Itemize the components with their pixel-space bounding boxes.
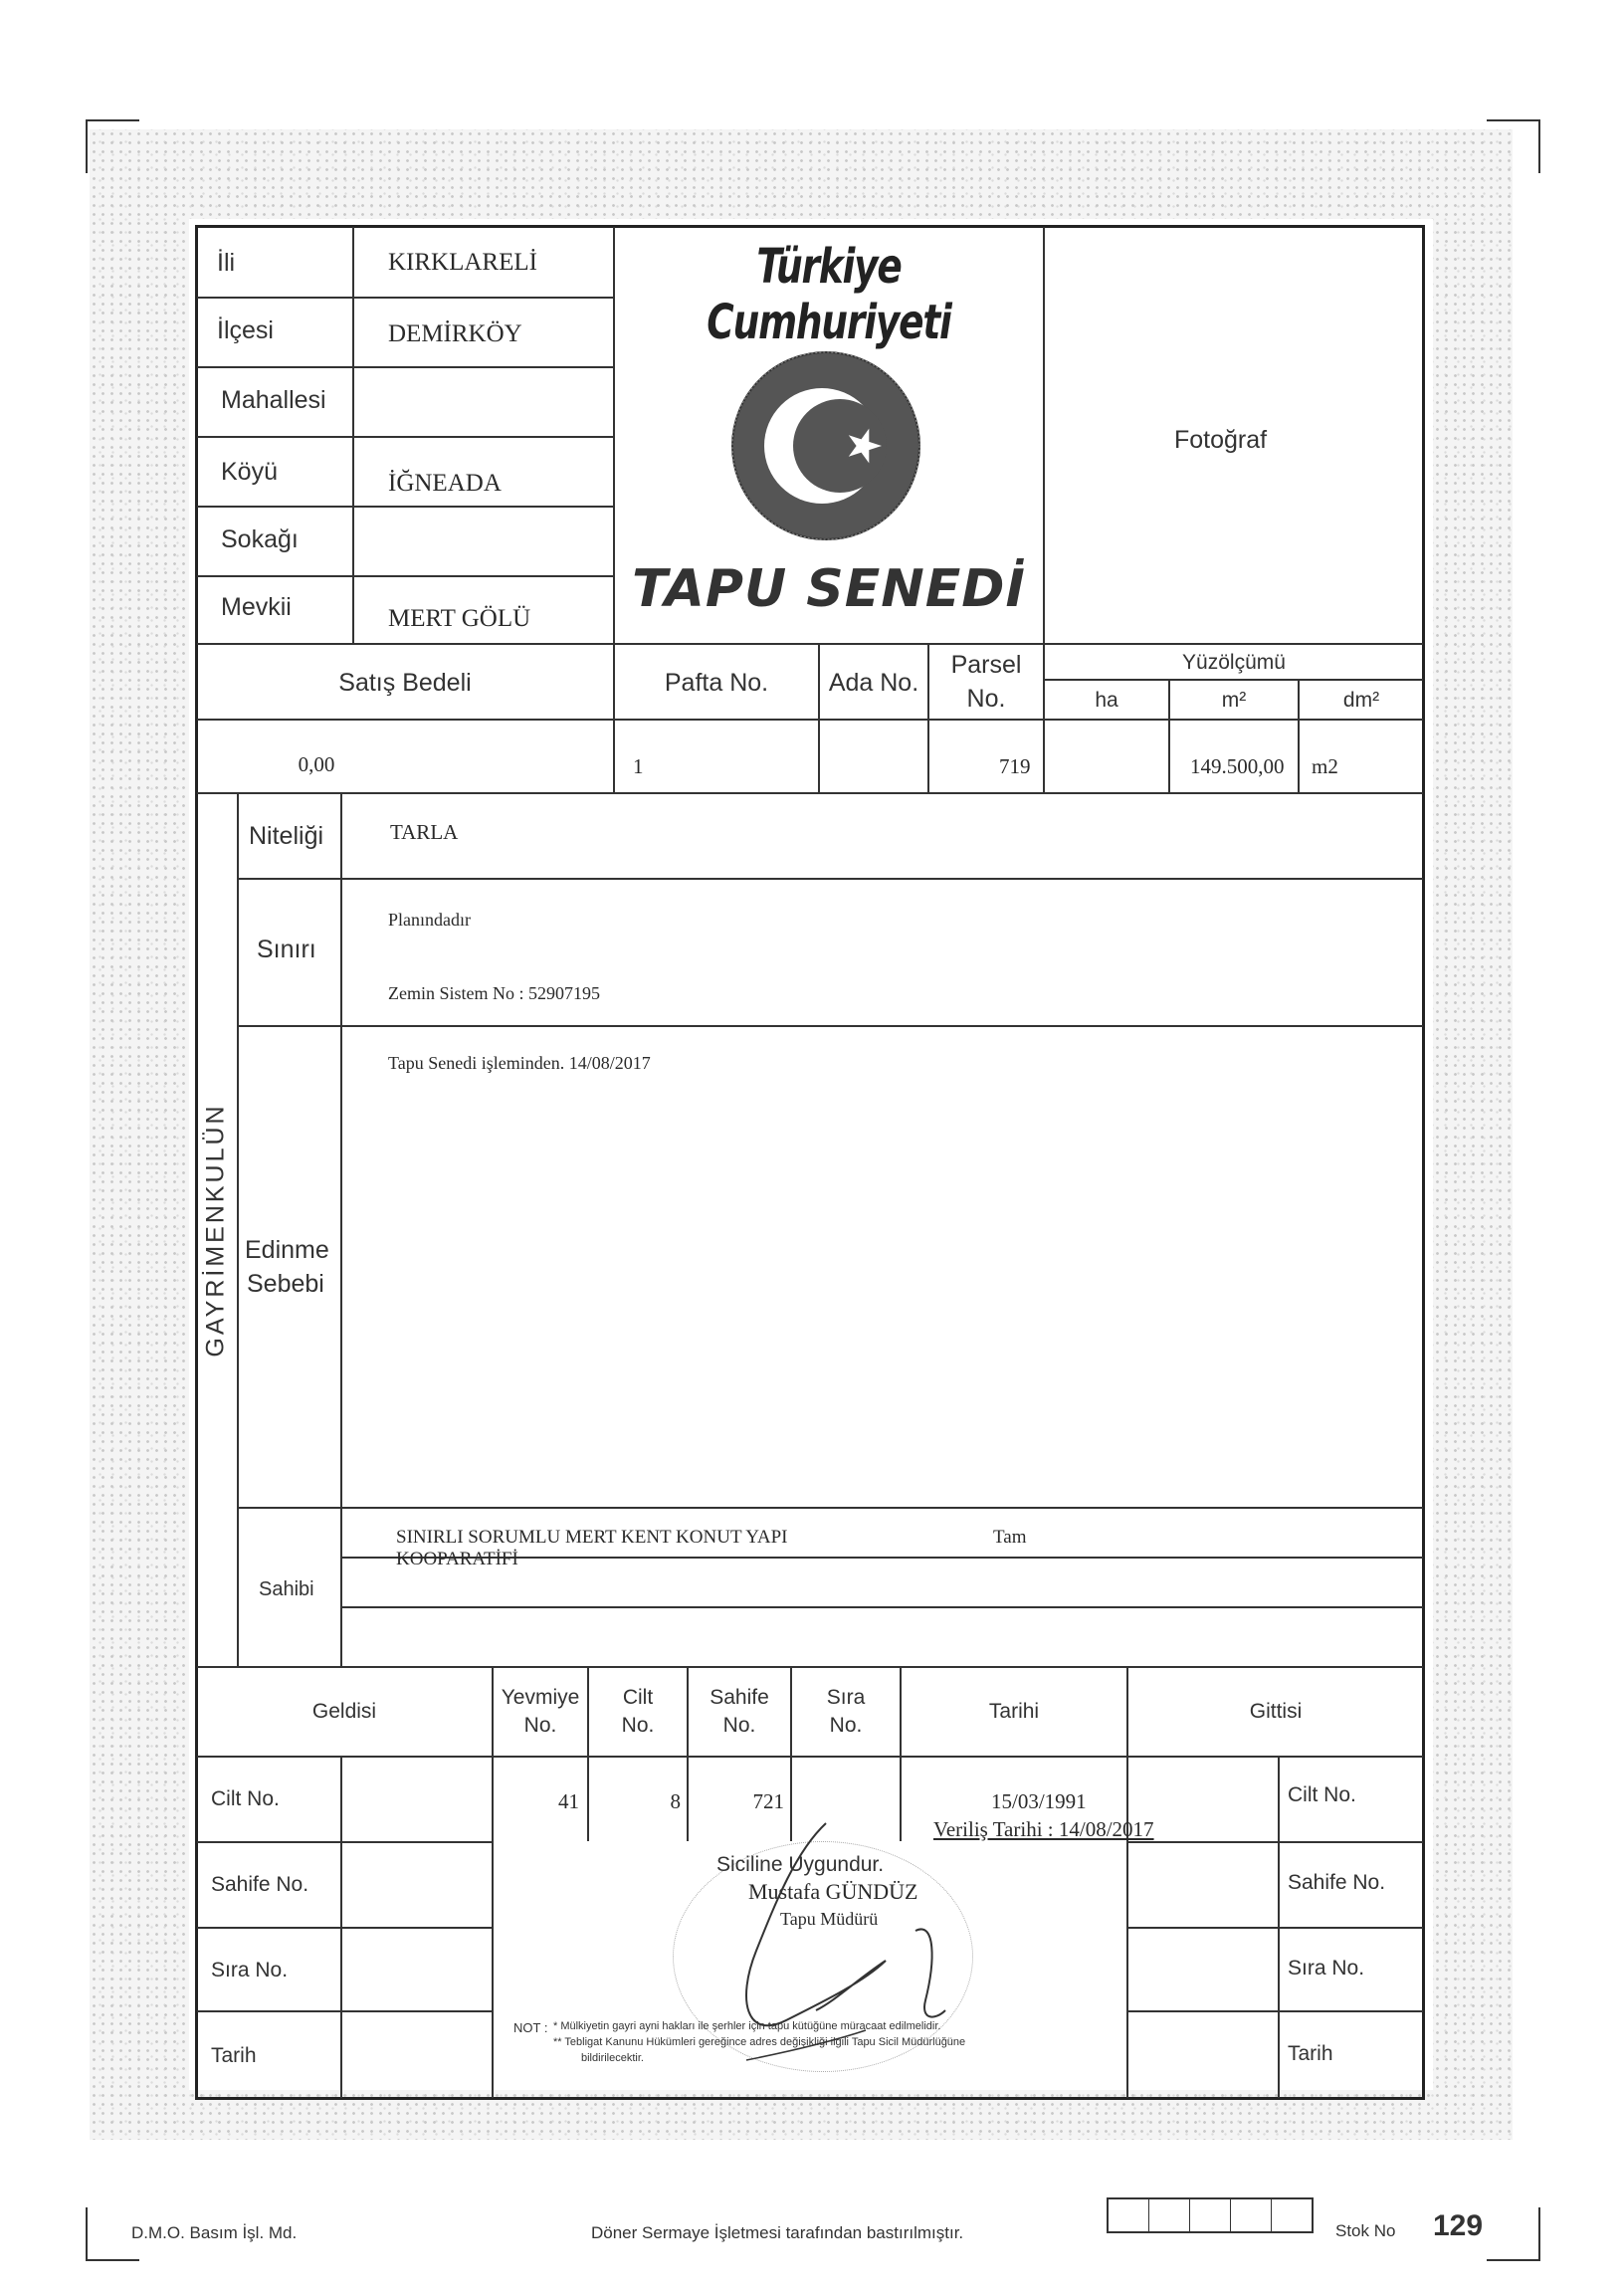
right-row-tarih: Tarih	[1288, 2042, 1333, 2065]
sahibi-line-2: KOOPARATİFİ	[396, 1549, 518, 1569]
sinir-label: Sınırı	[257, 936, 316, 963]
left-row-tarih: Tarih	[211, 2044, 257, 2067]
verilis-tarihi: Veriliş Tarihi : 14/08/2017	[933, 1817, 1154, 1841]
photo-placeholder: Fotoğraf	[1174, 426, 1268, 454]
yuzolcumu-label: Yüzölçümü	[1182, 651, 1286, 674]
sahife-value: 721	[752, 1789, 784, 1813]
gayrimenkul-side-label: GAYRİMENKULÜN	[201, 1103, 230, 1357]
yevmiye-label-2: No.	[523, 1714, 557, 1737]
ha-label: ha	[1095, 689, 1118, 712]
stamp-line-1: Siciline Uygundur.	[716, 1853, 885, 1876]
cilt-value: 8	[670, 1789, 681, 1813]
crescent-star-emblem	[730, 350, 921, 541]
note-line-3: bildirilecektir.	[581, 2052, 644, 2064]
left-row-cilt: Cilt No.	[211, 1787, 280, 1810]
right-row-sahife: Sahife No.	[1288, 1871, 1386, 1894]
cilt-label-1: Cilt	[622, 1686, 654, 1709]
nitelik-label: Niteliği	[249, 822, 324, 850]
mahalle-label: Mahallesi	[221, 386, 326, 414]
dm2-value: m2	[1312, 754, 1338, 778]
edinme-label-1: Edinme	[245, 1236, 329, 1264]
yevmiye-value: 41	[558, 1789, 579, 1813]
mevki-label: Mevkii	[221, 593, 292, 621]
pafta-label: Pafta No.	[664, 669, 769, 697]
sinir-line-1: Planındadır	[388, 910, 471, 930]
footer-center-text: Döner Sermaye İşletmesi tarafından bastırılmıştır.	[591, 2223, 964, 2242]
il-label: İli	[217, 249, 236, 277]
stok-label: Stok No	[1335, 2221, 1396, 2240]
signature	[637, 1811, 995, 2090]
right-row-sira: Sıra No.	[1288, 1957, 1365, 1980]
parsel-label-1: Parsel	[950, 651, 1022, 679]
sira-label-2: No.	[829, 1714, 863, 1737]
sahife-label-2: No.	[722, 1714, 756, 1737]
koy-value: İĞNEADA	[388, 470, 502, 497]
left-row-sira: Sıra No.	[211, 1959, 289, 1982]
ilce-value: DEMİRKÖY	[388, 320, 522, 347]
sira-label-1: Sıra	[826, 1686, 866, 1709]
tarihi-label: Tarihi	[988, 1700, 1040, 1723]
yevmiye-label-1: Yevmiye	[501, 1686, 580, 1709]
m2-value: 149.500,00	[1190, 754, 1285, 778]
parsel-value: 719	[999, 754, 1031, 778]
parsel-label-2: No.	[966, 685, 1006, 713]
dm2-label: dm²	[1342, 689, 1380, 712]
crop-mark-bottom-right	[1487, 2207, 1540, 2261]
sahibi-label: Sahibi	[259, 1578, 314, 1600]
note-line-2: ** Tebligat Kanunu Hükümleri gereğince adres değişikliği ilgili Tapu Sicil Müdürlüğüne	[553, 2036, 966, 2048]
sokak-label: Sokağı	[221, 525, 299, 553]
left-row-sahife: Sahife No.	[211, 1873, 309, 1896]
il-value: KIRKLARELİ	[388, 249, 537, 276]
sahibi-line-1: SINIRLI SORUMLU MERT KENT KONUT YAPI	[396, 1527, 788, 1548]
stamp-line-2: Mustafa GÜNDÜZ	[748, 1879, 918, 1904]
gittisi-label: Gittisi	[1249, 1700, 1303, 1723]
edinme-value: Tapu Senedi işleminden. 14/08/2017	[388, 1053, 651, 1073]
sahife-label-1: Sahife	[710, 1686, 769, 1709]
stamp-line-3: Tapu Müdürü	[780, 1909, 879, 1929]
cilt-label-2: No.	[621, 1714, 655, 1737]
tapu-senedi-heading: TAPU SENEDİ	[632, 559, 1026, 619]
sinir-line-2: Zemin Sistem No : 52907195	[388, 983, 600, 1003]
sahibi-share: Tam	[993, 1527, 1027, 1548]
nitelik-value: TARLA	[390, 820, 459, 844]
footer-printer: D.M.O. Basım İşl. Md.	[131, 2223, 298, 2242]
ada-label: Ada No.	[828, 669, 919, 697]
emblem-title: Türkiye Cumhuriyeti	[707, 239, 951, 350]
koy-label: Köyü	[221, 458, 278, 486]
right-row-cilt: Cilt No.	[1288, 1783, 1356, 1806]
edinme-label-2: Sebebi	[247, 1270, 324, 1298]
satis-bedeli-value: 0,00	[298, 752, 335, 776]
tarih-value: 15/03/1991	[991, 1789, 1087, 1813]
mevki-value: MERT GÖLÜ	[388, 605, 531, 632]
pafta-value: 1	[633, 754, 644, 778]
m2-label: m²	[1221, 689, 1247, 712]
note-line-1: * Mülkiyetin gayri ayni hakları ile şerhler için tapu kütüğüne müracaat edilmelidir.	[553, 2020, 941, 2032]
satis-bedeli-label: Satış Bedeli	[338, 669, 472, 697]
note-label: NOT :	[513, 2020, 548, 2035]
stok-value: 129	[1433, 2209, 1484, 2242]
stock-number-boxes	[1107, 2197, 1314, 2233]
ilce-label: İlçesi	[217, 316, 274, 344]
geldisi-label: Geldisi	[311, 1700, 377, 1723]
